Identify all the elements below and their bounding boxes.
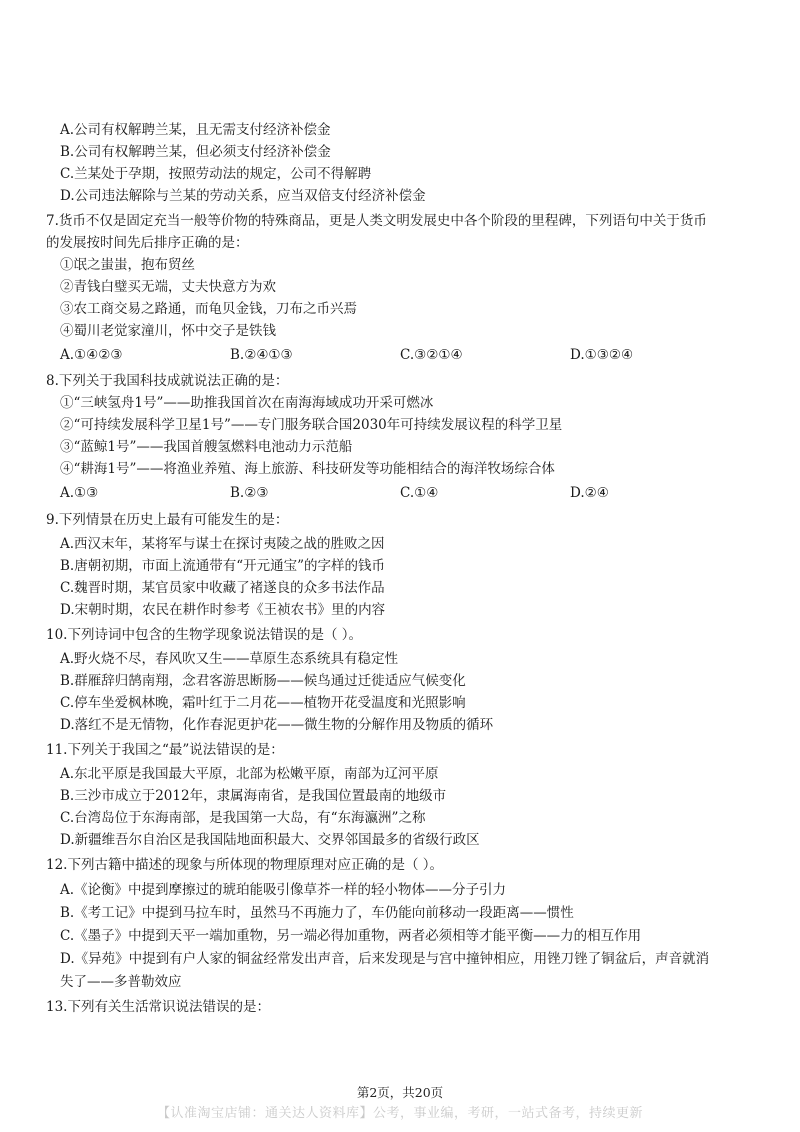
q9-stem: 9.下列情景在历史上最有可能发生的是： [46,512,289,528]
q9-option-a: A.西汉末年，某将军与谋士在探讨夷陵之战的胜败之因 [60,536,385,552]
q7-stem-line2: 的发展按时间先后排序正确的是： [46,235,249,251]
q11-option-c: C.台湾岛位于东海南部，是我国第一大岛，有“东海瀛洲”之称 [60,810,426,826]
q7-choice-d: D.①③②④ [570,347,634,363]
q7-choice-b: B.②④①③ [230,347,293,363]
q7-item-1: ①氓之蚩蚩，抱布贸丝 [60,257,195,273]
watermark: 【认准淘宝店铺：通关达人资料库】公考，事业编，考研，一站式备考，持续更新 [156,1106,643,1121]
q11-stem: 11.下列关于我国之“最”说法错误的是： [46,742,284,758]
q7-item-3: ③农工商交易之路通，而龟贝金钱，刀布之币兴焉 [60,301,357,317]
q8-item-4: ④“耕海1号”——将渔业养殖、海上旅游、科技研发等功能相结合的海洋牧场综合体 [60,461,555,477]
q12-option-b: B.《考工记》中提到马拉车时，虽然马不再施力了，车仍能向前移动一段距离——惯性 [60,905,574,921]
q11-option-a: A.东北平原是我国最大平原，北部为松嫩平原，南部为辽河平原 [60,766,439,782]
q9-option-d: D.宋朝时期，农民在耕作时参考《王祯农书》里的内容 [60,602,386,618]
q10-stem: 10.下列诗词中包含的生物学现象说法错误的是（ ）。 [46,627,363,643]
q12-stem: 12.下列古籍中描述的现象与所体现的物理原理对应正确的是（ ）。 [46,857,444,873]
q8-choice-c: C.①④ [400,485,439,501]
q10-option-b: B.群雁辞归鹄南翔，念君客游思断肠——候鸟通过迁徙适应气候变化 [60,673,466,689]
q10-option-c: C.停车坐爱枫林晚，霜叶红于二月花——植物开花受温度和光照影响 [60,695,466,711]
q6-option-d: D.公司违法解除与兰某的劳动关系，应当双倍支付经济补偿金 [60,188,426,204]
page-number: 第2页，共20页 [356,1085,444,1100]
q12-option-c: C.《墨子》中提到天平一端加重物，另一端必得加重物，两者必须相等才能平衡——力的相互作用 [60,928,642,944]
q7-choice-a: A.①④②③ [60,347,123,363]
q8-choice-a: A.①③ [60,485,99,501]
q8-choice-b: B.②③ [230,485,269,501]
q10-option-a: A.野火烧不尽，春风吹又生——草原生态系统具有稳定性 [60,651,399,667]
q11-option-d: D.新疆维吾尔自治区是我国陆地面积最大、交界邻国最多的省级行政区 [60,832,480,848]
q7-item-4: ④蜀川老觉家潼川，怀中交子是铁钱 [60,323,276,339]
q13-stem: 13.下列有关生活常识说法错误的是： [46,999,270,1015]
q7-stem-line1: 7.货币不仅是固定充当一般等价物的特殊商品，更是人类文明发展史中各个阶段的里程碑，下列语句中关于货币 [46,213,707,229]
q8-item-1: ①“三峡氢舟1号”——助推我国首次在南海海域成功开采可燃冰 [60,395,434,411]
q12-option-d: D.《异苑》中提到有户人家的铜盆经常发出声音，后来发现是与宫中撞钟相应，用锉刀锉了铜盆后，声音就消 [60,951,710,967]
q7-item-2: ②青钱白璧买无端，丈夫快意方为欢 [60,279,276,295]
q6-option-a: A.公司有权解聘兰某，且无需支付经济补偿金 [60,122,331,138]
q8-choices [60,484,760,502]
q7-choices [60,346,760,364]
q12-option-a: A.《论衡》中提到摩擦过的琥珀能吸引像草芥一样的轻小物体——分子引力 [60,882,507,898]
q6-option-b: B.公司有权解聘兰某，但必须支付经济补偿金 [60,144,331,160]
q10-option-d: D.落红不是无情物，化作春泥更护花——微生物的分解作用及物质的循环 [60,717,494,733]
q7-choice-c: C.③②①④ [400,347,463,363]
q6-option-c: C.兰某处于孕期，按照劳动法的规定，公司不得解聘 [60,166,372,182]
q9-option-b: B.唐朝初期，市面上流通带有“开元通宝”的字样的钱币 [60,558,386,574]
q12-option-d-cont: 失了——多普勒效应 [60,974,182,990]
q9-option-c: C.魏晋时期，某官员家中收藏了褚遂良的众多书法作品 [60,580,385,596]
q8-choice-d: D.②④ [570,485,609,501]
q8-item-2: ②“可持续发展科学卫星1号”——专门服务联合国2030年可持续发展议程的科学卫星 [60,417,563,433]
q8-stem: 8.下列关于我国科技成就说法正确的是： [46,373,289,389]
q8-item-3: ③“蓝鲸1号”——我国首艘氢燃料电池动力示范船 [60,439,353,455]
q11-option-b: B.三沙市成立于2012年，隶属海南省，是我国位置最南的地级市 [60,788,447,804]
